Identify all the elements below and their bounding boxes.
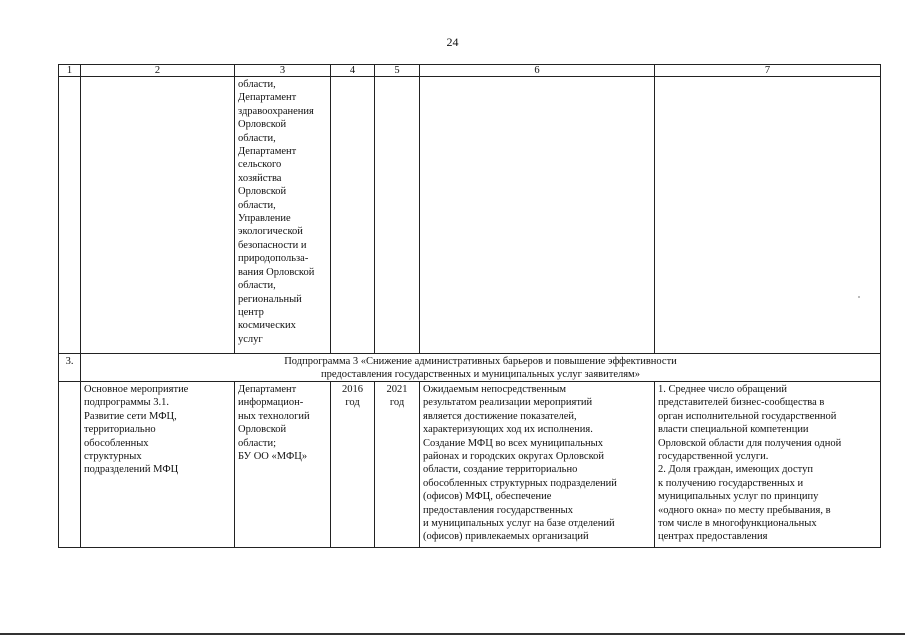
text-line: природопольза- [238,253,309,265]
text-line: области; [238,437,277,449]
subprogram-title-line-1: Подпрограмма 3 «Снижение административных барьеров и повышение эффективности [284,356,677,367]
text-line: представителей бизнес-сообщества в [658,397,825,409]
text-line: информацион- [238,397,304,409]
text-line: 1. Среднее число обращений [658,384,787,395]
text-line: БУ ОО «МФЦ» [238,451,308,463]
text-line: подразделений МФЦ [84,464,179,476]
cell-executors [235,382,331,548]
text-line: подпрограммы 3.1. [84,397,169,409]
text-line: (офисов) привлекаемых организаций [423,531,589,543]
text-line: Ожидаемым непосредственным [423,384,567,395]
text-line: характеризующих ход их исполнения. [423,424,593,436]
text-line: власти специальной компетенции [658,424,809,436]
cell-expected-result [420,382,655,548]
text-line: Орловской области для получения одной [658,437,842,449]
text-line: области, [238,132,276,144]
cell-indicators [655,77,881,354]
text-line: Орловской [238,424,287,436]
text-line: сельского [238,159,282,171]
text-line: том числе в многофункциональных [658,518,817,530]
text-line: территориально [84,424,156,436]
text-line: муниципальных услуг по принципу [658,491,819,503]
text-line: экологической [238,226,303,238]
cell-number [59,382,81,548]
text-line: безопасности и [238,239,307,251]
cell-start-year [331,77,375,354]
text-line: орган исполнительной государственной [658,410,837,422]
text-line: (офисов) МФЦ, обеспечение [423,491,552,503]
column-number-row [59,65,881,77]
text-line: ных технологий [238,410,310,422]
column-header-2: 2 [81,65,235,77]
subprogram-title-line-2: предоставления государственных и муниципальных услуг заявителям» [321,369,640,380]
cell-end-year [375,382,420,548]
text-line: хозяйства [238,172,282,184]
subprogram-title [81,354,881,382]
text-line: Департамент [238,146,297,158]
column-header-6: 6 [420,65,655,77]
text-line: вания Орловской [238,266,315,278]
text-line: области, [238,199,276,211]
cell-start-year [331,382,375,548]
text-line: услуг [238,333,263,345]
text-line: космических [238,320,296,332]
cell-executors [235,77,331,354]
text-line: Орловской [238,186,287,198]
text-line: является достижение показателей, [423,410,577,422]
column-header-3: 3 [235,65,331,77]
text-line: региональный [238,293,302,305]
text-line: области, [238,79,276,90]
end-year-value: 2021 [386,384,408,395]
text-line: области, [238,280,276,292]
program-table [58,64,881,548]
text-line: центр [238,306,264,318]
scan-speck [858,296,860,298]
text-line: предоставления государственных [423,504,573,516]
column-header-4: 4 [331,65,375,77]
subprogram-row [59,354,881,382]
text-line: Департамент [238,384,297,395]
cell-end-year [375,77,420,354]
text-line: здравоохранения [238,105,314,117]
text-line: «одного окна» по месту пребывания, в [658,504,831,516]
text-line: обособленных [84,437,149,449]
start-year-value: 2016 [342,384,363,395]
column-header-5: 5 [375,65,420,77]
text-line: Орловской [238,119,287,131]
text-line: районах и городских округах Орловской [423,451,605,463]
text-line: обособленных структурных подразделений [423,477,617,489]
text-line: к получению государственных и [658,477,804,489]
column-header-7: 7 [655,65,881,77]
subprogram-number: 3. [59,354,81,382]
cell-indicators [655,382,881,548]
continuation-row [59,77,881,354]
activity-row [59,382,881,548]
text-line: и муниципальных услуг на базе отделений [423,518,615,530]
text-line: 2. Доля граждан, имеющих доступ [658,464,813,476]
text-line: Создание МФЦ во всех муниципальных [423,437,603,449]
text-line: центрах предоставления [658,531,768,543]
start-year-unit: год [345,397,360,409]
cell-activity [81,382,235,548]
text-line: Управление [238,213,291,225]
text-line: Развитие сети МФЦ, [84,410,177,422]
text-line: Департамент [238,92,297,104]
text-line: государственной услуги. [658,451,769,463]
page-number: 24 [446,35,459,49]
cell-activity [81,77,235,354]
text-line: структурных [84,451,142,463]
page-bottom-edge [0,633,905,635]
cell-number [59,77,81,354]
column-header-1: 1 [59,65,81,77]
text-line: области, создание территориально [423,464,578,476]
text-line: результатом реализации мероприятий [423,397,593,409]
cell-expected-result [420,77,655,354]
text-line: Основное мероприятие [84,384,189,395]
end-year-unit: год [389,397,405,409]
